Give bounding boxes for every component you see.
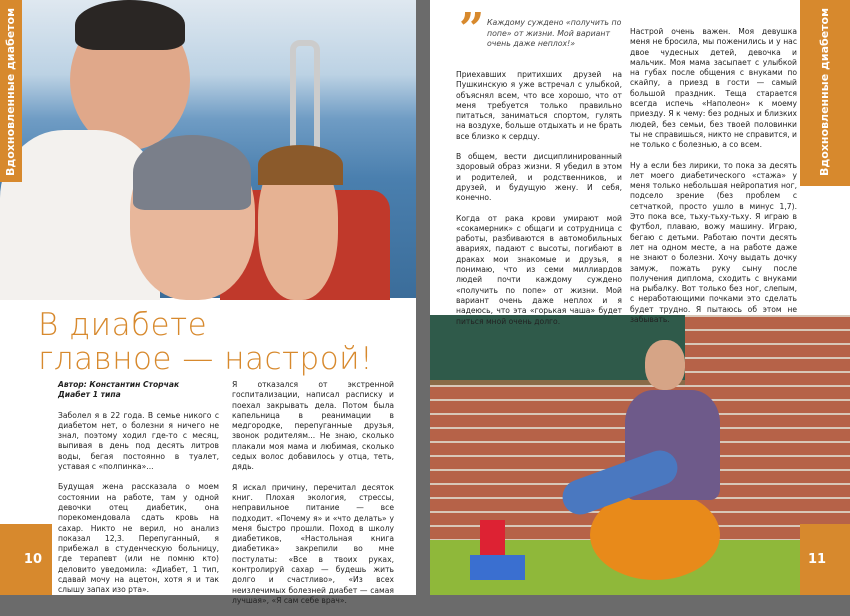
author-subtitle: Диабет 1 типа xyxy=(58,390,121,400)
paragraph: В общем, вести дисциплинированный здоровый образ жизни. Я убедил в этом и родителей, и родственников, и друзей, и будущую жену. И себя, конечно. xyxy=(456,152,622,203)
section-label: Вдохновленные диабетом xyxy=(818,7,831,176)
page-number xyxy=(800,524,850,595)
author-block xyxy=(58,380,219,401)
paragraph: Будущая жена рассказала о моем состоянии на работе, там у одной девочки отец диабетик, она порекомендовала сдать кровь на сахар. Никто не верил, но анализ показал 12,3. Перепуганный, я прибежал в студенческую больницу, где терапевт (или не помню кто) деловито уведомила: «Диабет, 1 тип, сдавай мочу на ацетон, хотя я и так слышу запах изо рта». xyxy=(58,482,219,595)
right-column-2 xyxy=(630,27,797,335)
pull-quote: Каждому суждено «получить по попе» от жизни. Мой вариант очень даже неплох!» xyxy=(487,18,622,48)
paragraph: Приехавших притихших друзей на Пушкинскую я уже встречал с улыбкой, объяснял всем, что все хорошо, что от меня требуется только правильно питаться, заниматься спортом, гулять на воздухе, больше отдыхать и не брать все близко к сердцу. xyxy=(456,70,622,141)
paragraph: Заболел я в 22 года. В семье никого с диабетом нет, о болезни я ничего не знал, поэтому ходил где-то с месяц, выпивая в день под десять литров воды, бегая постоянно в туалет, уставая с «полпинка»... xyxy=(58,410,219,472)
family-photo xyxy=(0,0,416,298)
right-column-1 xyxy=(456,70,622,337)
section-tab xyxy=(800,0,850,186)
section-label: Вдохновленные диабетом xyxy=(4,7,17,176)
left-page xyxy=(0,0,416,605)
left-column-1 xyxy=(58,380,219,606)
section-tab xyxy=(0,0,22,182)
page-number-text: 11 xyxy=(808,552,827,567)
paragraph: Я искал причину, перечитал десяток книг. Плохая экология, стрессы, неправильное питание — все подходит. «Почему я» и «что делать» у меня быстро прошли. Поход в школу диабетиков, «Настольная книга диабетика» закрепили во мне постулаты: «Все в твоих руках, контролируй сахар — будешь жить долго и счастливо», «Из всех неизлечимых болезней диабет — самая лучшая», «Я сам себе врач». xyxy=(232,482,394,605)
portrait-photo xyxy=(430,315,850,595)
quote-mark-icon: ” xyxy=(459,4,485,55)
page-number-text: 10 xyxy=(23,552,42,567)
right-page xyxy=(430,0,850,595)
paragraph: Настрой очень важен. Моя девушка меня не бросила, мы поженились и у нас двое чудесных детей, девочка и мальчик. Моя мама засыпает с улыбкой на губах после общения с внуками по скайпу, а приезд в гости — самый большой праздник. Теща старается всегда испечь «Наполеон» к моему приезду. Я к чему: без родных и близких людей, без семьи, без твоей половинки ты не справишься, никто не справится, и не только с болезнью, а со всем. xyxy=(630,27,797,150)
article-title xyxy=(38,308,373,376)
author-name: Автор: Константин Сторчак xyxy=(58,380,180,389)
paragraph: Когда от рака крови умирают мой «сокамерник» с общаги и сотрудница с работы, разбиваются в автомобильных авариях, падают с высоты, погибают в драках мои знакомые и друзья, я понимаю, что из семи миллиардов людей почти каждому суждено «получить по попе» от жизни. Мой вариант очень даже неплох и я надеюсь, что эта «горькая чаша» будет питься мной очень долго. xyxy=(456,213,622,326)
paragraph: Ну а если без лирики, то пока за десять лет моего диабетического «стажа» у меня только небольшая нейропатия ног, подсело зрение (без проблем с сетчаткой, просто ушло в минус 1,7). Это пока все, тьху-тьху-тьху. Я играю в футбол, плаваю, вожу машину. Играю, бегаю с детьми. Работаю почти десять лет на одном месте, а на работе даже не знают о болезни. Хочу выдать дочку замуж, пожать руку сыну после получения диплома, сходить с внуками на рыбалку. Вот только без ног, слепым, с неработающими почками это сделать будет трудно. Я пытаюсь об этом не забывать. xyxy=(630,160,797,325)
left-column-2 xyxy=(232,380,394,616)
page-number xyxy=(0,524,52,595)
title-line-1: В диабете xyxy=(38,307,208,343)
title-line-2: главное — настрой! xyxy=(38,341,374,377)
paragraph: Я отказался от экстренной госпитализации, написал расписку и поехал закрывать дела. Потом была капельница в реанимации в медгородке, перепуганные друзья, звонок родителям... Не знаю, сколько плакали моя мама и любимая, сколько седых волос добавилось у отца, теть, дядь. xyxy=(232,380,394,472)
